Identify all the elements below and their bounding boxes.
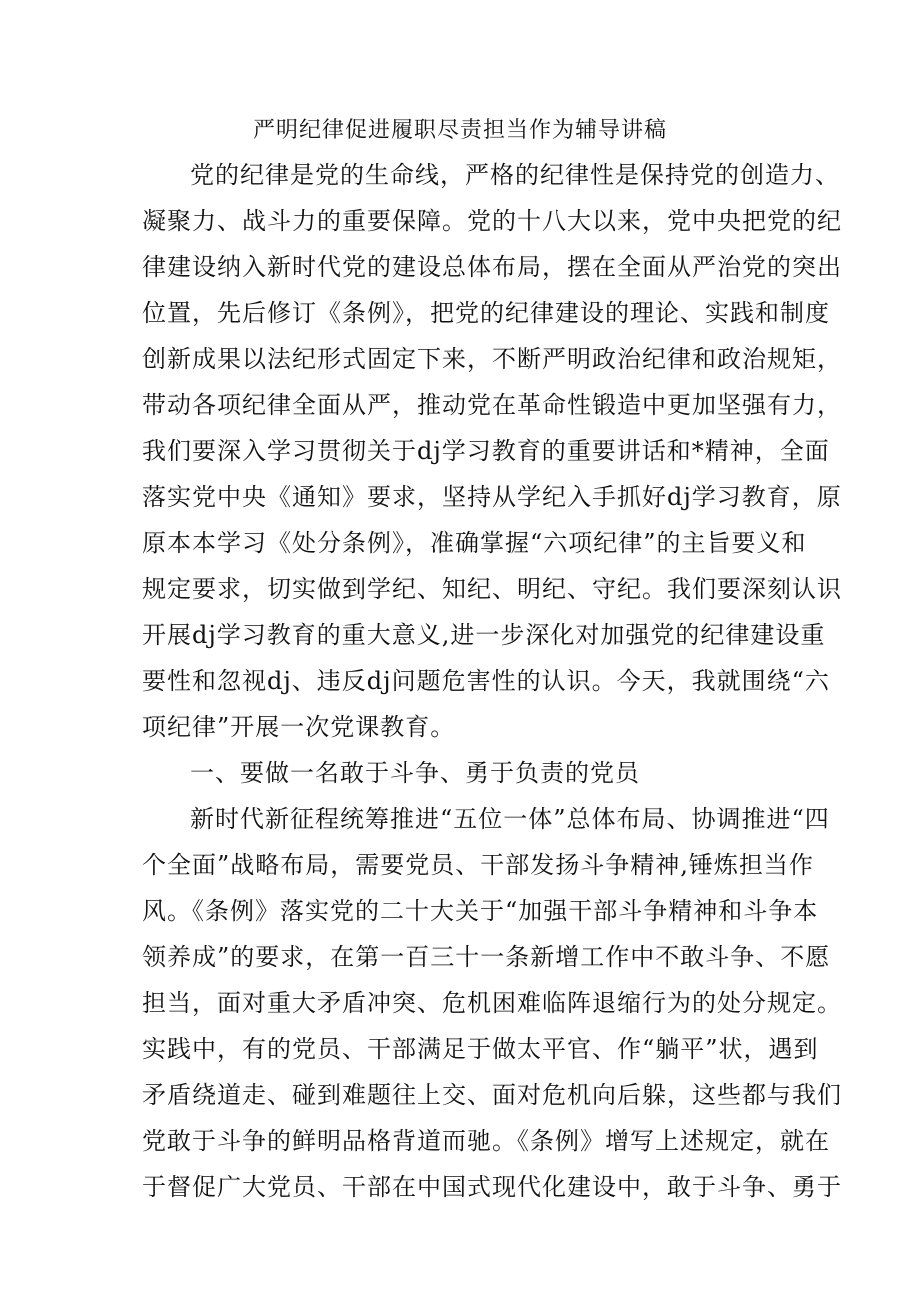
paragraph-line: 要性和忽视dj、违反dj问题危害性的认识。今天，我就围绕“六 <box>142 667 830 695</box>
paragraph-line: 矛盾绕道走、碰到难题往上交、面对危机向后躲，这些都与我们 <box>142 1081 842 1109</box>
paragraph-line: 开展dj学习教育的重大意义,进一步深化对加强党的纪律建设重 <box>142 621 826 649</box>
paragraph-line: 领养成”的要求，在第一百三十一条新增工作中不敢斗争、不愿 <box>142 943 831 971</box>
section-heading: 一、要做一名敢于斗争、勇于负责的党员 <box>190 759 640 787</box>
paragraph-line: 原本本学习《处分条例》，准确掌握“六项纪律”的主旨要义和 <box>142 529 807 557</box>
paragraph-line: 创新成果以法纪形式固定下来，不断严明政治纪律和政治规矩， <box>142 345 842 373</box>
paragraph-line: 新时代新征程统筹推进“五位一体”总体布局、协调推进“四 <box>190 805 830 833</box>
paragraph-line: 担当，面对重大矛盾冲突、危机困难临阵退缩行为的处分规定。 <box>142 989 842 1017</box>
paragraph-line: 风。《条例》落实党的二十大关于“加强干部斗争精神和斗争本 <box>142 897 819 925</box>
paragraph-line: 个全面”战略布局，需要党员、干部发扬斗争精神,锤炼担当作 <box>142 851 814 879</box>
paragraph-line: 落实党中央《通知》要求，坚持从学纪入手抓好dj学习教育，原 <box>142 483 842 511</box>
paragraph-line: 我们要深入学习贯彻关于dj学习教育的重要讲话和*精神，全面 <box>142 437 830 465</box>
paragraph-line: 于督促广大党员、干部在中国式现代化建设中，敢于斗争、勇于 <box>142 1173 842 1201</box>
document-title: 严明纪律促进履职尽责担当作为辅导讲稿 <box>252 118 667 143</box>
paragraph-line: 位置，先后修订《条例》，把党的纪律建设的理论、实践和制度 <box>142 299 830 327</box>
paragraph-line: 带动各项纪律全面从严，推动党在革命性锻造中更加坚强有力， <box>142 391 842 419</box>
paragraph-line: 律建设纳入新时代党的建设总体布局，摆在全面从严治党的突出 <box>142 253 842 281</box>
paragraph-line: 规定要求，切实做到学纪、知纪、明纪、守纪。我们要深刻认识 <box>142 575 842 603</box>
paragraph-line: 实践中，有的党员、干部满足于做太平官、作“躺平”状，遇到 <box>142 1035 819 1063</box>
paragraph-line: 项纪律”开展一次党课教育。 <box>142 713 456 741</box>
paragraph-line: 党敢于斗争的鲜明品格背道而驰。《条例》增写上述规定，就在 <box>142 1127 830 1155</box>
paragraph-line: 凝聚力、战斗力的重要保障。党的十八大以来，党中央把党的纪 <box>142 207 842 235</box>
paragraph-line: 党的纪律是党的生命线，严格的纪律性是保持党的创造力、 <box>190 161 840 189</box>
